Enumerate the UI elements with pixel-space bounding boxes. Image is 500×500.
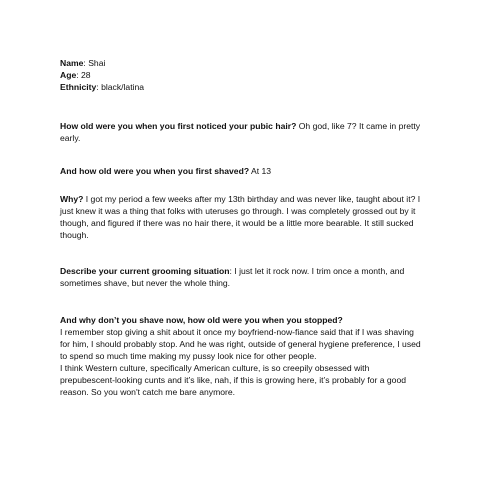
answer-text: Oh god, like 7? It came in pretty — [298, 121, 421, 131]
profile-block — [60, 57, 444, 93]
qa-grooming — [60, 265, 444, 289]
answer-text: though, and figured if there was no hair there, it would be a little more bearable. It still sucked — [60, 218, 414, 228]
answer-text: for him, I should probably stop. And he was right, outside of general hygiene preference, I used — [60, 339, 421, 349]
name-row: Name: Shai — [60, 58, 106, 68]
answer-text: though. — [60, 230, 89, 240]
answer-text: reason. So you won't catch me bare anymore. — [60, 387, 236, 397]
answer-text: I remember stop giving a shit about it once my boyfriend-now-fiance said that if I was shaving — [60, 327, 414, 337]
answer-text: I think Western culture, specifically American culture, is so creepily obsessed with — [60, 363, 370, 373]
qa-pubic-hair — [60, 120, 444, 144]
qa-stopped-shaving — [60, 314, 444, 398]
age-label: Age — [60, 70, 77, 80]
answer-text: At 13 — [251, 166, 272, 176]
age-row: Age: 28 — [60, 70, 91, 80]
question-text: And why don’t you shave now, how old were you when you stopped? — [60, 315, 343, 325]
answer-text: to spend so much time making my pussy look nice for other people. — [60, 351, 317, 361]
question-text: How old were you when you first noticed your pubic hair? — [60, 121, 297, 131]
answer-text: early. — [60, 133, 81, 143]
name-value: Shai — [88, 58, 106, 68]
ethnicity-row: Ethnicity: black/latina — [60, 82, 145, 92]
answer-text: : I just let it rock now. I trim once a month, and — [229, 266, 405, 276]
answer-text: sometimes shave, but never the whole thing. — [60, 278, 231, 288]
qa-why — [60, 193, 444, 241]
ethnicity-value: black/latina — [101, 82, 145, 92]
question-text: And how old were you when you first shaved? — [60, 166, 250, 176]
question-text: Why? — [60, 194, 84, 204]
question-text: Describe your current grooming situation — [60, 266, 230, 276]
answer-text: just knew it was a thing that folks with uteruses go through. I was completely grossed out by it — [60, 206, 416, 216]
qa-first-shave — [60, 165, 444, 177]
ethnicity-label: Ethnicity — [60, 82, 97, 92]
answer-text: prepubescent-looking cunts and it’s like, nah, if this is growing here, it’s probably for a good — [60, 375, 407, 385]
age-value: 28 — [81, 70, 91, 80]
name-label: Name — [60, 58, 84, 68]
answer-text: I got my period a few weeks after my 13th birthday and was never like, taught about it? I — [85, 194, 421, 204]
